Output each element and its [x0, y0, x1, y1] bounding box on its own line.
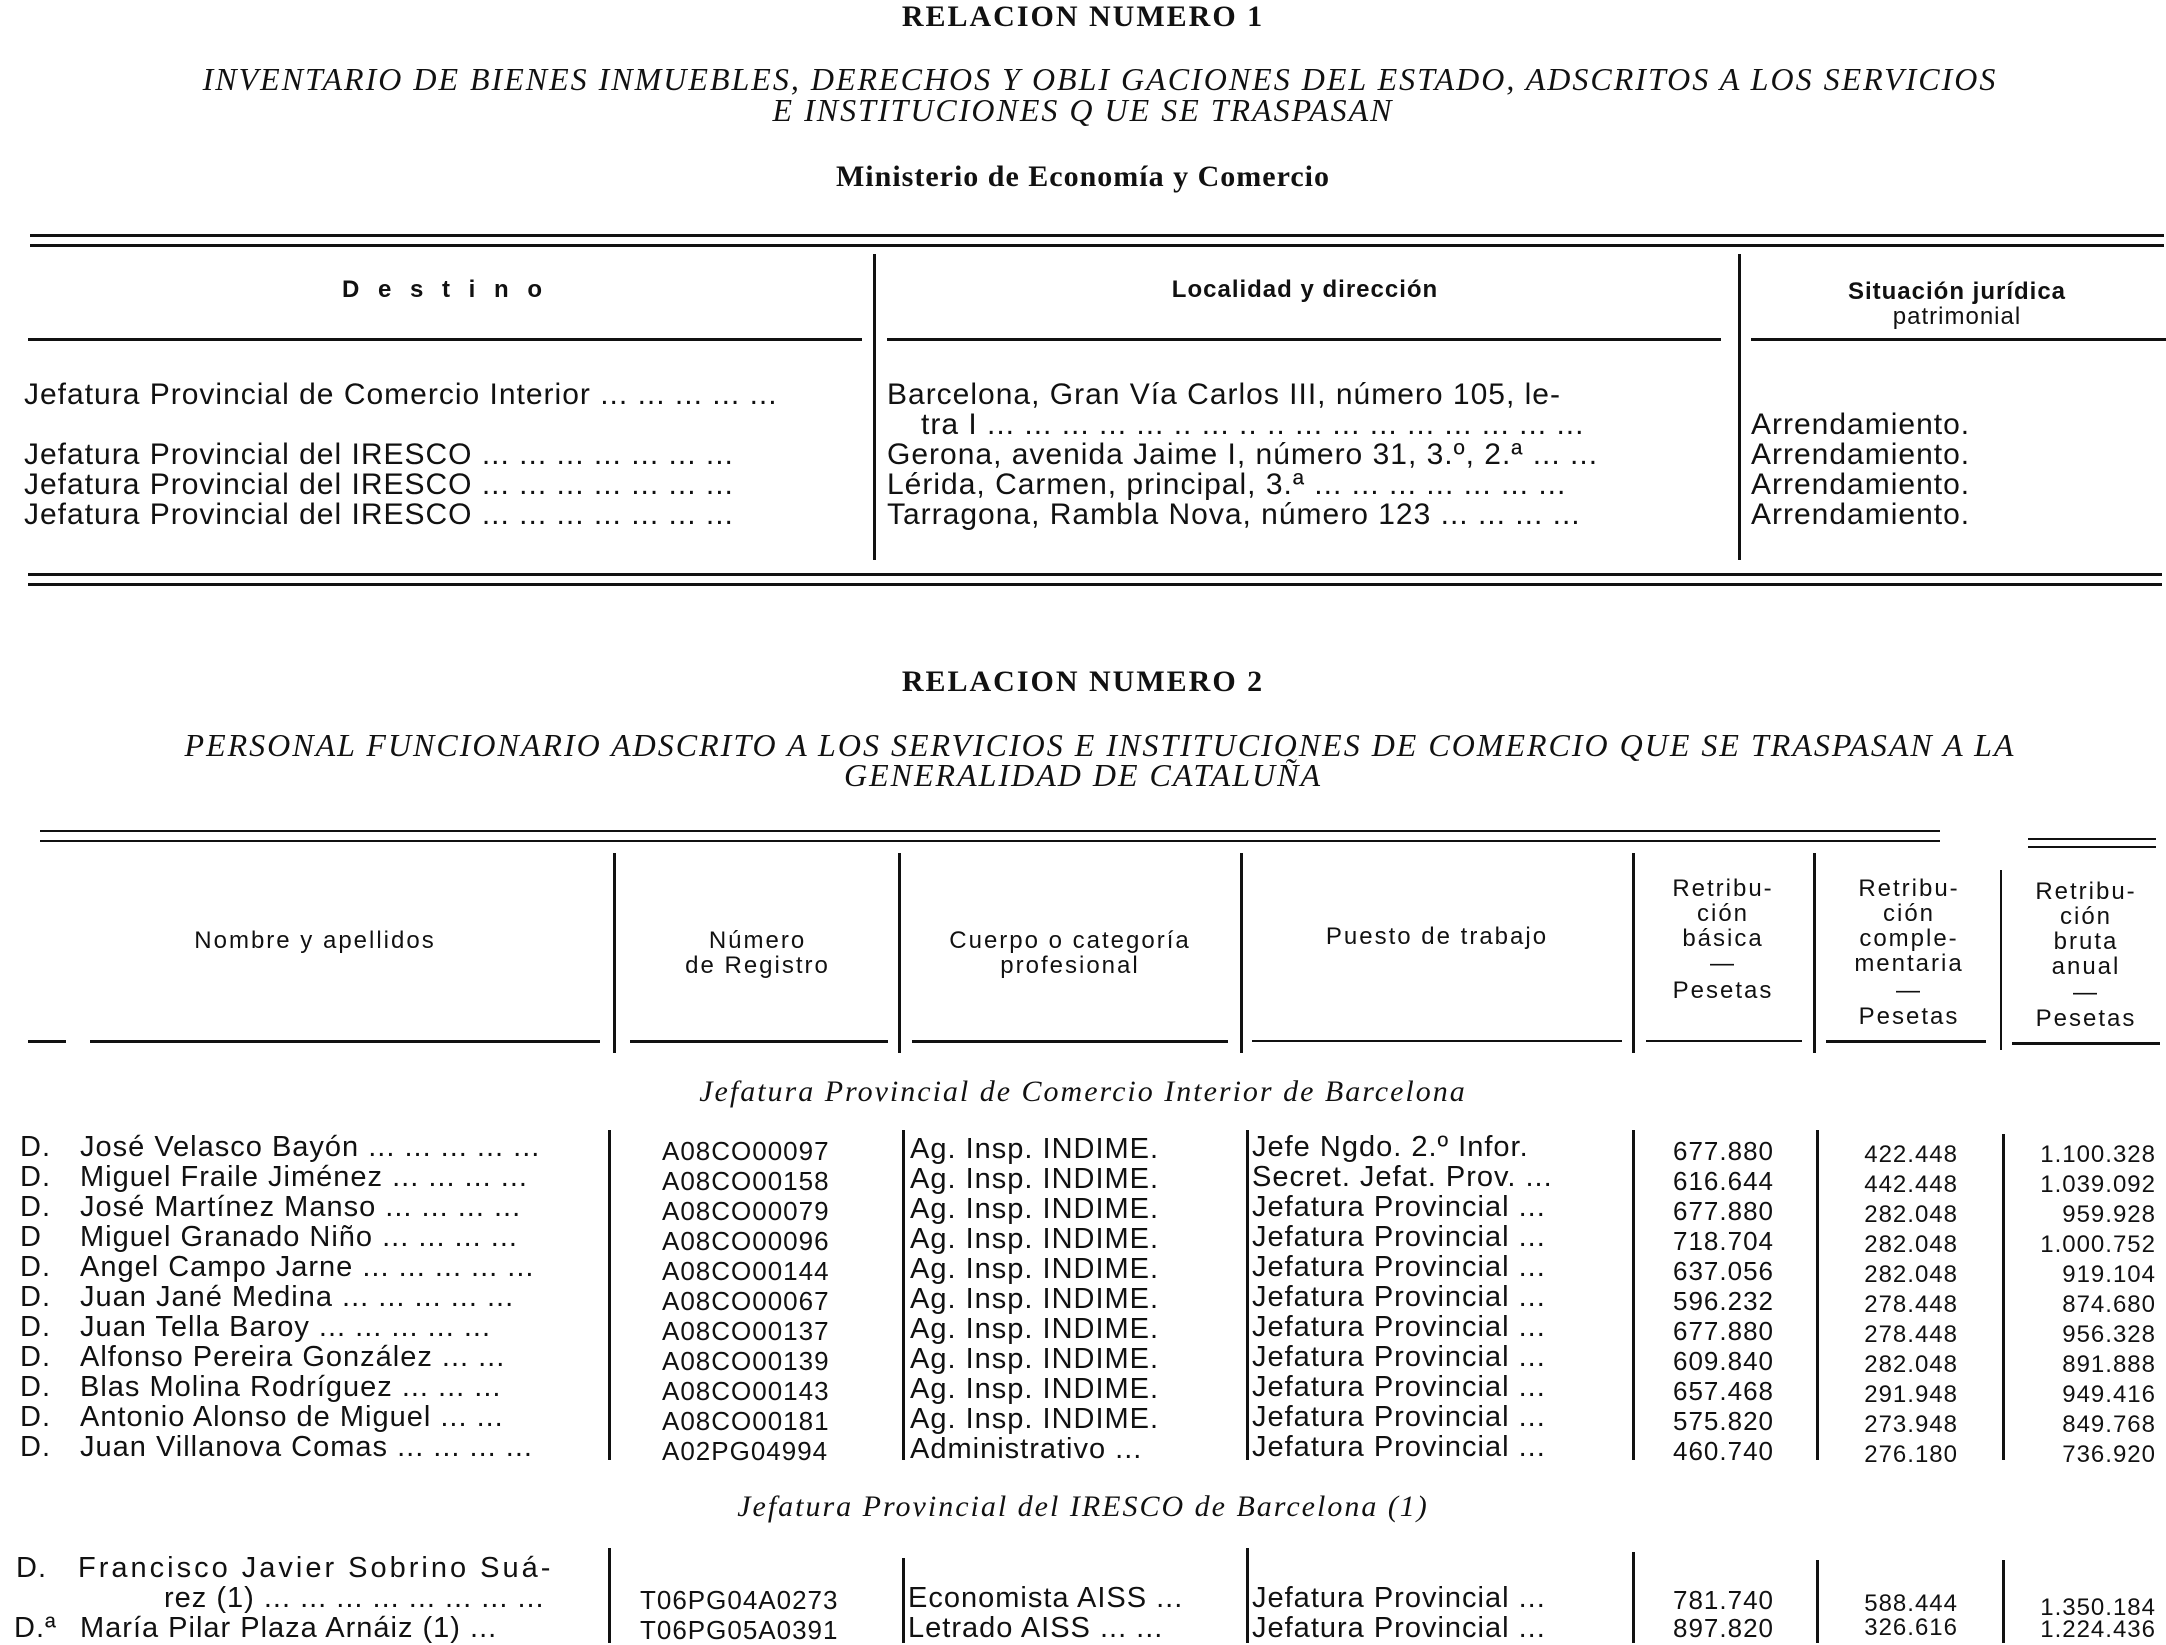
row-basica: 596.232 — [1673, 1286, 1774, 1316]
header-destino: D e s t i n o — [341, 276, 548, 303]
row-prefix: D. — [20, 1191, 51, 1223]
table1-header-underline-2 — [887, 338, 1721, 341]
row-bruta: 956.328 — [2062, 1321, 2156, 1348]
relacion1-subtitle-line1: INVENTARIO DE BIENES INMUEBLES, DERECHOS Y OBLI GACIONES DEL ESTADO, ADSCRITOS A LOS SERVICIOS — [202, 61, 1998, 97]
row-registro: A02PG04994 — [662, 1436, 829, 1466]
row-puesto: Jefatura Provincial ... — [1252, 1371, 1546, 1403]
row-basica: 575.820 — [1673, 1406, 1774, 1436]
row-basica: 460.740 — [1673, 1436, 1774, 1466]
row-cuerpo: Ag. Insp. INDIME. — [910, 1253, 1160, 1285]
table2-top-rule-2 — [40, 840, 1940, 842]
table2-header-underline — [28, 1040, 66, 1043]
table1-row-situacion: Arrendamiento. — [1751, 408, 1971, 441]
table2-col-divider — [613, 853, 616, 1053]
row-bruta: 1.039.092 — [2040, 1171, 2156, 1198]
table1-top-rule-2 — [30, 244, 2164, 247]
table1-row-situacion: Arrendamiento. — [1751, 498, 1971, 531]
row-puesto: Jefatura Provincial ... — [1252, 1251, 1546, 1283]
row-nombre-cont: rez (1) ... ... ... ... ... ... ... ... — [164, 1582, 545, 1614]
table2-header-underline — [1646, 1040, 1802, 1042]
header-compl-line2: ción — [1882, 900, 1936, 927]
row-bruta: 1.000.752 — [2040, 1231, 2156, 1258]
section1-prefix-column — [20, 1132, 51, 1462]
table2-col-divider — [1240, 853, 1243, 1053]
row-bruta: 919.104 — [2062, 1261, 2156, 1288]
row-puesto: Jefatura Provincial ... — [1252, 1281, 1546, 1313]
row-bruta: 949.416 — [2062, 1381, 2156, 1408]
row-compl: 273.948 — [1864, 1411, 1958, 1438]
relacion1-subtitle-line2: E INSTITUCIONES Q UE SE TRASPASAN — [772, 92, 1394, 128]
row-compl: 422.448 — [1864, 1141, 1958, 1168]
row-bruta: 849.768 — [2062, 1411, 2156, 1438]
header-situacion-line2: patrimonial — [1892, 303, 2022, 330]
row-puesto: Jefatura Provincial ... — [1252, 1612, 1546, 1644]
row-prefix: D. — [20, 1401, 51, 1433]
row-cuerpo: Ag. Insp. INDIME. — [910, 1373, 1160, 1405]
row-bruta: 959.928 — [2062, 1201, 2156, 1228]
section1-registro-column — [662, 1136, 830, 1466]
section2-col-divider — [1632, 1552, 1635, 1643]
row-nombre: José Martínez Manso ... ... ... ... — [80, 1191, 522, 1223]
table1-row-destino: Jefatura Provincial de Comercio Interior ... ... ... ... ... — [24, 378, 778, 411]
header-bruta-line4: anual — [2051, 953, 2121, 980]
header-bruta-dash: — — [2073, 979, 2099, 1006]
row-bruta: 1.224.436 — [2040, 1616, 2156, 1643]
row-cuerpo: Administrativo ... — [910, 1433, 1143, 1465]
table2-header-underline — [912, 1040, 1228, 1043]
row-prefix: D. — [20, 1251, 51, 1283]
header-registro-line1: Número — [708, 927, 807, 954]
table2-header-underline — [1252, 1040, 1622, 1042]
table2-top-rule-3 — [2028, 838, 2156, 840]
header-bruta-unit: Pesetas — [2035, 1005, 2137, 1032]
table1-row-localidad: Lérida, Carmen, principal, 3.ª ... ... ... ... ... ... ... — [887, 468, 1567, 501]
row-cuerpo: Ag. Insp. INDIME. — [910, 1283, 1160, 1315]
row-prefix: D. — [20, 1131, 51, 1163]
row-basica: 616.644 — [1673, 1166, 1774, 1196]
table1-bottom-rule — [28, 573, 2162, 576]
row-registro: A08CO00137 — [662, 1316, 830, 1346]
row-registro: A08CO00097 — [662, 1136, 830, 1166]
header-basica-line3: básica — [1682, 925, 1764, 952]
row-cuerpo: Ag. Insp. INDIME. — [910, 1313, 1160, 1345]
header-basica-line2: ción — [1696, 900, 1750, 927]
table2-top-rule — [40, 830, 1940, 832]
row-nombre: María Pilar Plaza Arnáiz (1) ... — [80, 1612, 498, 1644]
row-nombre: Juan Tella Baroy ... ... ... ... ... — [80, 1311, 492, 1343]
row-registro: A08CO00143 — [662, 1376, 830, 1406]
ministry-title: Ministerio de Economía y Comercio — [835, 160, 1331, 193]
row-nombre: José Velasco Bayón ... ... ... ... ... — [80, 1131, 541, 1163]
row-compl: 282.048 — [1864, 1201, 1958, 1228]
row-registro: A08CO00079 — [662, 1196, 830, 1226]
row-nombre: Angel Campo Jarne ... ... ... ... ... — [80, 1251, 535, 1283]
row-basica: 677.880 — [1673, 1196, 1774, 1226]
row-registro: A08CO00139 — [662, 1346, 830, 1376]
section2-title: Jefatura Provincial del IRESCO de Barcelona (1) — [737, 1490, 1429, 1523]
header-bruta-line1: Retribu- — [2035, 878, 2137, 905]
row-puesto: Jefatura Provincial ... — [1252, 1191, 1546, 1223]
row-prefix: D. — [20, 1311, 51, 1343]
row-puesto: Secret. Jefat. Prov. ... — [1252, 1161, 1553, 1193]
row-basica: 718.704 — [1673, 1226, 1774, 1256]
table1-row-destino: Jefatura Provincial del IRESCO ... ... ... ... ... ... ... — [24, 498, 734, 531]
relacion2-heading: RELACION NUMERO 2 — [901, 665, 1265, 698]
table1-row-localidad: Tarragona, Rambla Nova, número 123 ... ... ... ... — [887, 498, 1581, 531]
row-registro: A08CO00158 — [662, 1166, 830, 1196]
section1-col-divider — [2002, 1134, 2005, 1460]
row-cuerpo: Letrado AISS ... ... — [908, 1612, 1164, 1644]
row-compl: 442.448 — [1864, 1171, 1958, 1198]
header-cuerpo-line2: profesional — [1000, 952, 1140, 979]
table2-col-divider — [2000, 870, 2002, 1050]
table1-top-rule — [30, 234, 2164, 237]
table1-row-situacion: Arrendamiento. — [1751, 438, 1971, 471]
section1-compl-column — [1838, 1140, 1958, 1470]
relacion1-heading: RELACION NUMERO 1 — [901, 0, 1265, 33]
row-puesto: Jefatura Provincial ... — [1252, 1431, 1546, 1463]
row-cuerpo: Economista AISS ... — [908, 1582, 1184, 1614]
row-basica: 781.740 — [1673, 1585, 1774, 1615]
row-compl: 278.448 — [1864, 1291, 1958, 1318]
table2-top-rule-4 — [2028, 846, 2156, 848]
row-bruta: 1.100.328 — [2040, 1141, 2156, 1168]
table1-header-underline-3 — [1751, 338, 2166, 341]
row-nombre: Miguel Granado Niño ... ... ... ... — [80, 1221, 518, 1253]
row-basica: 609.840 — [1673, 1346, 1774, 1376]
table1-col-divider-1 — [873, 254, 876, 560]
table1-row-localidad: Gerona, avenida Jaime I, número 31, 3.º, 2.ª ... ... — [887, 438, 1599, 471]
section2-col-divider — [1816, 1560, 1819, 1643]
row-prefix: D. — [20, 1431, 51, 1463]
row-prefix: D. — [20, 1371, 51, 1403]
row-prefix: D.ª — [14, 1612, 57, 1644]
section1-col-divider — [1816, 1130, 1819, 1460]
header-compl-unit: Pesetas — [1858, 1003, 1960, 1030]
row-puesto: Jefatura Provincial ... — [1252, 1401, 1546, 1433]
relacion2-subtitle-line1: PERSONAL FUNCIONARIO ADSCRITO A LOS SERVICIOS E INSTITUCIONES DE COMERCIO QUE SE TRASPASAN A LA — [184, 727, 2016, 763]
section1-col-divider — [608, 1130, 611, 1460]
header-basica-dash: — — [1710, 950, 1736, 977]
table1-header-underline-1 — [28, 338, 862, 341]
row-registro: T06PG05A0391 — [640, 1615, 839, 1645]
row-compl: 282.048 — [1864, 1231, 1958, 1258]
section2-col-divider — [902, 1558, 905, 1643]
row-nombre: Antonio Alonso de Miguel ... ... — [80, 1401, 504, 1433]
section1-title: Jefatura Provincial de Comercio Interior de Barcelona — [699, 1075, 1467, 1108]
row-registro: A08CO00144 — [662, 1256, 830, 1286]
row-cuerpo: Ag. Insp. INDIME. — [910, 1163, 1160, 1195]
row-nombre: Francisco Javier Sobrino Suá- — [78, 1552, 554, 1584]
row-bruta: 1.350.184 — [2040, 1594, 2156, 1621]
table1-destino-column — [24, 380, 778, 530]
table1-row-localidad-cont: tra I ... ... ... ... ... .. ... .. .. ... ... ... ... ... ... ... ... — [921, 408, 1585, 441]
section2-col-divider — [2002, 1560, 2005, 1643]
header-registro-line2: de Registro — [685, 952, 830, 979]
table2-header-underline — [2012, 1042, 2160, 1045]
row-registro: A08CO00181 — [662, 1406, 830, 1436]
section1-puesto-column — [1252, 1132, 1553, 1462]
row-basica: 677.880 — [1673, 1316, 1774, 1346]
row-prefix: D. — [20, 1341, 51, 1373]
table2-col-divider — [1632, 853, 1635, 1053]
section1-col-divider — [902, 1130, 905, 1460]
header-situacion-line1: Situación jurídica — [1847, 278, 2067, 305]
row-nombre: Alfonso Pereira González ... ... — [80, 1341, 506, 1373]
table1-localidad-column — [887, 380, 1598, 530]
row-compl: 276.180 — [1864, 1441, 1958, 1468]
row-compl: 278.448 — [1864, 1321, 1958, 1348]
row-basica: 897.820 — [1673, 1613, 1774, 1643]
row-puesto: Jefatura Provincial ... — [1252, 1582, 1546, 1614]
header-compl-dash: — — [1896, 977, 1922, 1004]
table2-header-underline — [1826, 1040, 1986, 1043]
row-nombre: Miguel Fraile Jiménez ... ... ... ... — [80, 1161, 528, 1193]
section1-col-divider — [1632, 1130, 1635, 1460]
row-basica: 657.468 — [1673, 1376, 1774, 1406]
row-bruta: 891.888 — [2062, 1351, 2156, 1378]
header-compl-line1: Retribu- — [1858, 875, 1960, 902]
row-prefix: D — [20, 1221, 42, 1253]
row-cuerpo: Ag. Insp. INDIME. — [910, 1343, 1160, 1375]
header-compl-line4: mentaria — [1854, 950, 1964, 977]
row-puesto: Jefe Ngdo. 2.º Infor. — [1252, 1131, 1529, 1163]
row-nombre: Blas Molina Rodríguez ... ... ... — [80, 1371, 502, 1403]
section1-nombre-column — [80, 1132, 540, 1462]
section2-col-divider — [608, 1548, 611, 1643]
table1-col-divider-2 — [1738, 254, 1741, 560]
row-registro: T06PG04A0273 — [640, 1585, 839, 1615]
row-compl: 326.616 — [1864, 1614, 1958, 1641]
header-cuerpo-line1: Cuerpo o categoría — [949, 927, 1191, 954]
row-puesto: Jefatura Provincial ... — [1252, 1341, 1546, 1373]
row-puesto: Jefatura Provincial ... — [1252, 1311, 1546, 1343]
row-prefix: D. — [20, 1281, 51, 1313]
row-cuerpo: Ag. Insp. INDIME. — [910, 1133, 1160, 1165]
row-nombre: Juan Jané Medina ... ... ... ... ... — [80, 1281, 515, 1313]
table1-row-destino: Jefatura Provincial del IRESCO ... ... ... ... ... ... ... — [24, 468, 734, 501]
table2-col-divider — [898, 853, 901, 1053]
row-basica: 637.056 — [1673, 1256, 1774, 1286]
row-compl: 588.444 — [1864, 1590, 1958, 1617]
row-cuerpo: Ag. Insp. INDIME. — [910, 1193, 1160, 1225]
section1-bruta-column — [2010, 1140, 2156, 1470]
row-compl: 282.048 — [1864, 1261, 1958, 1288]
row-prefix: D. — [16, 1552, 47, 1584]
table2-col-divider — [1813, 853, 1816, 1053]
table1-row-destino: Jefatura Provincial del IRESCO ... ... ... ... ... ... ... — [24, 438, 734, 471]
section1-basica-column — [1650, 1136, 1774, 1466]
row-bruta: 874.680 — [2062, 1291, 2156, 1318]
header-nombre: Nombre y apellidos — [194, 927, 436, 954]
row-nombre: Juan Villanova Comas ... ... ... ... — [80, 1431, 533, 1463]
header-bruta-line2: ción — [2059, 903, 2113, 930]
section1-cuerpo-column — [910, 1134, 1159, 1464]
section1-col-divider — [1246, 1130, 1249, 1460]
section2-col-divider — [1246, 1548, 1249, 1643]
table1-row-situacion: Arrendamiento. — [1751, 468, 1971, 501]
header-basica-line1: Retribu- — [1672, 875, 1774, 902]
row-registro: A08CO00096 — [662, 1226, 830, 1256]
row-prefix: D. — [20, 1161, 51, 1193]
row-basica: 677.880 — [1673, 1136, 1774, 1166]
row-puesto: Jefatura Provincial ... — [1252, 1221, 1546, 1253]
header-compl-line3: comple- — [1859, 925, 1959, 952]
table2-header-underline — [90, 1040, 600, 1043]
header-basica-unit: Pesetas — [1672, 977, 1774, 1004]
table2-header-underline — [630, 1040, 888, 1043]
table1-row-localidad: Barcelona, Gran Vía Carlos III, número 105, le- — [887, 378, 1561, 411]
header-puesto: Puesto de trabajo — [1325, 923, 1549, 950]
row-cuerpo: Ag. Insp. INDIME. — [910, 1403, 1160, 1435]
row-registro: A08CO00067 — [662, 1286, 830, 1316]
header-localidad: Localidad y dirección — [1171, 276, 1439, 303]
table1-situacion-column — [1751, 410, 1970, 530]
row-bruta: 736.920 — [2062, 1441, 2156, 1468]
header-bruta-line3: bruta — [2053, 928, 2119, 955]
row-compl: 291.948 — [1864, 1381, 1958, 1408]
relacion2-subtitle-line2: GENERALIDAD DE CATALUÑA — [844, 757, 1322, 793]
table1-bottom-rule-2 — [28, 583, 2162, 586]
row-cuerpo: Ag. Insp. INDIME. — [910, 1223, 1160, 1255]
row-compl: 282.048 — [1864, 1351, 1958, 1378]
